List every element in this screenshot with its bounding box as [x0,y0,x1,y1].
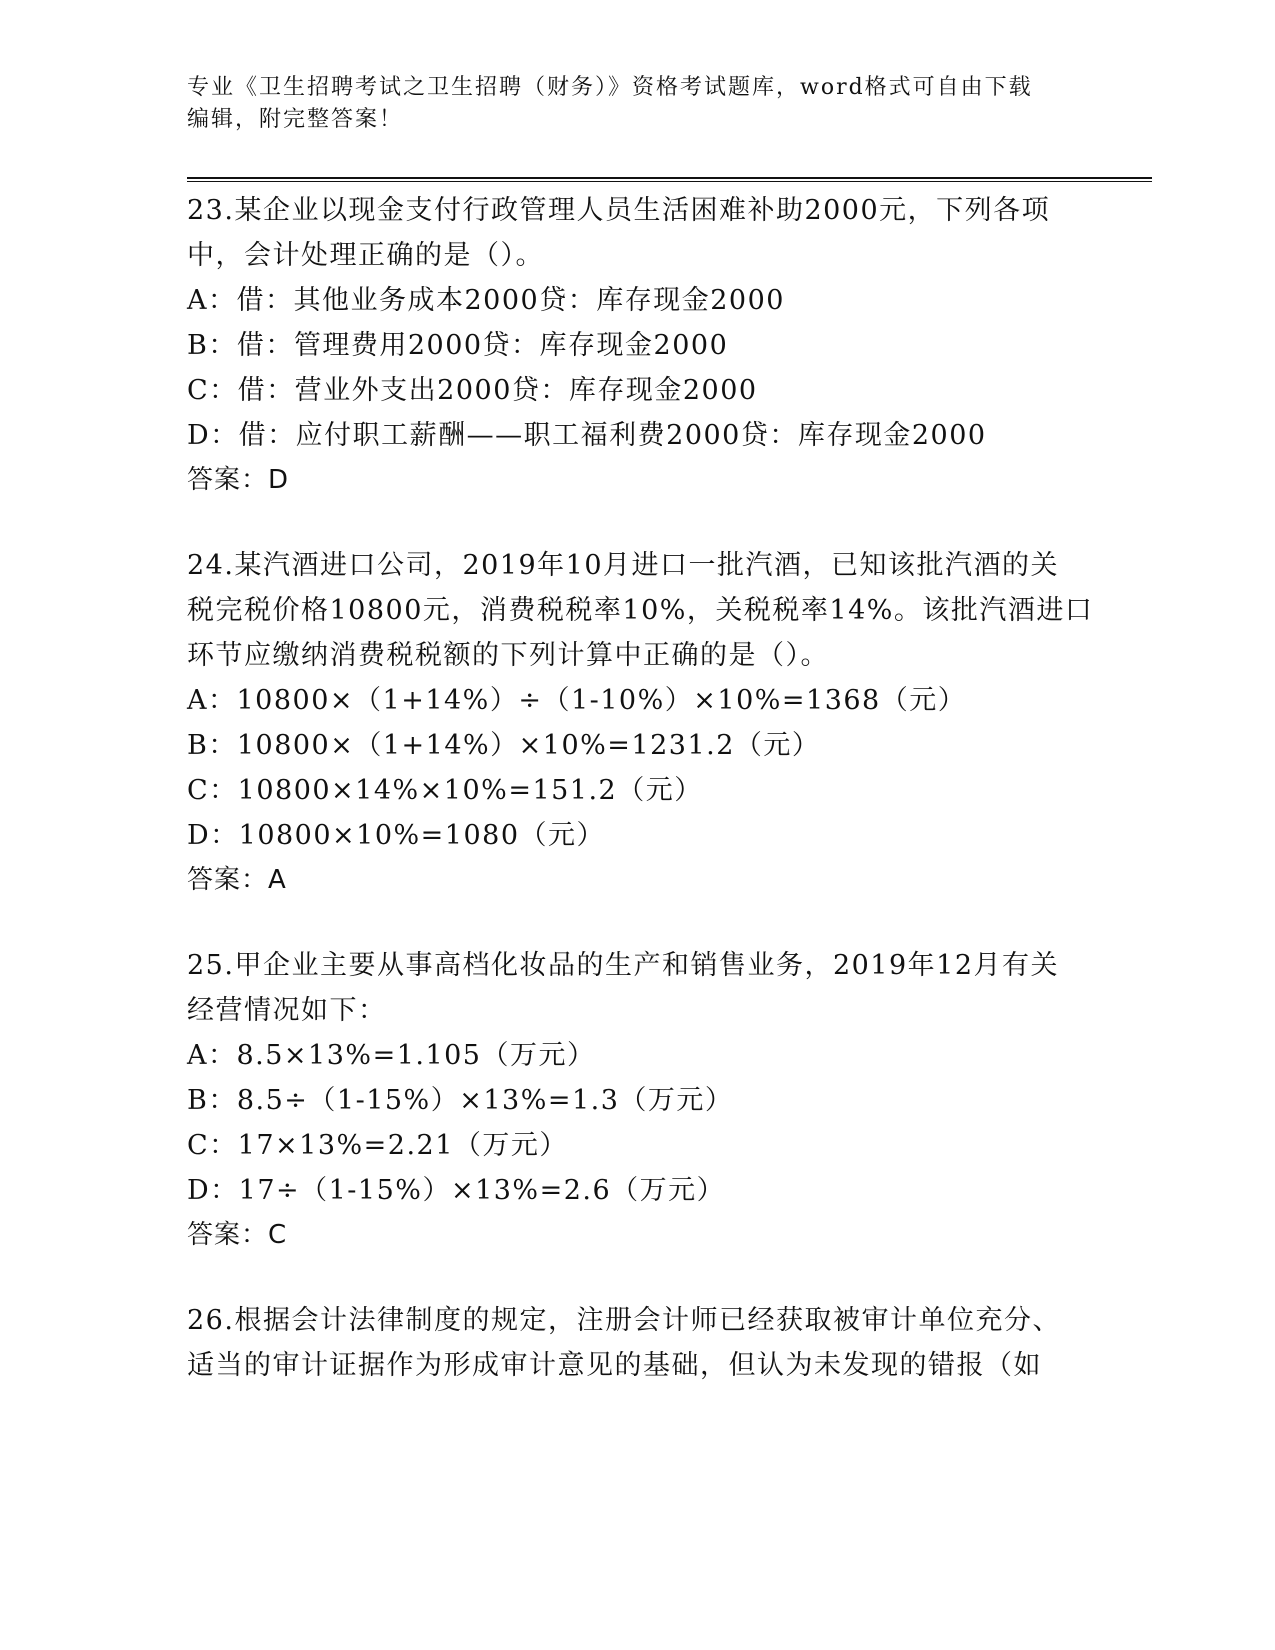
header-line-1: 专业《卫生招聘考试之卫生招聘（财务）》资格考试题库，word格式可自由下载 [187,75,1033,100]
question-stem-line: 26.根据会计法律制度的规定，注册会计师已经获取被审计单位充分、 [187,1305,1061,1336]
header-divider-thick [187,177,1152,179]
question-25 [187,943,1087,1258]
question-stem-line: 环节应缴纳消费税税额的下列计算中正确的是（）。 [187,640,829,671]
question-stem-line: 23.某企业以现金支付行政管理人员生活困难补助2000元，下列各项 [187,195,1051,226]
question-list [187,188,1094,1428]
option-c: C：借：营业外支出2000贷：库存现金2000 [187,375,758,406]
question-stem-line: 经营情况如下： [187,995,387,1026]
option-b: B：8.5÷（1-15%）×13%=1.3（万元） [187,1085,734,1116]
document-header [187,72,1067,136]
option-d: D：借：应付职工薪酬——职工福利费2000贷：库存现金2000 [187,420,987,451]
option-d: D：10800×10%=1080（元） [187,820,606,851]
option-c: C：10800×14%×10%=151.2（元） [187,775,703,806]
option-a: A：借：其他业务成本2000贷：库存现金2000 [187,285,785,316]
answer-line: 答案：C [187,1220,288,1250]
option-d: D：17÷（1-15%）×13%=2.6（万元） [187,1175,726,1206]
question-26 [187,1298,1087,1388]
answer-line: 答案：D [187,465,290,495]
option-a: A：10800×（1+14%）÷（1-10%）×10%=1368（元） [187,685,967,716]
option-a: A：8.5×13%=1.105（万元） [187,1040,596,1071]
question-stem-line: 适当的审计证据作为形成审计意见的基础，但认为未发现的错报（如 [187,1350,1042,1381]
answer-line: 答案：A [187,865,287,895]
question-stem-line: 25.甲企业主要从事高档化妆品的生产和销售业务，2019年12月有关 [187,950,1060,981]
question-23 [187,188,1087,503]
question-stem-line: 24.某汽酒进口公司，2019年10月进口一批汽酒，已知该批汽酒的关 [187,550,1060,581]
question-stem-line: 中，会计处理正确的是（）。 [187,240,544,271]
header-line-2: 编辑，附完整答案！ [187,107,404,132]
header-divider-thin [187,181,1152,182]
option-b: B：借：管理费用2000贷：库存现金2000 [187,330,729,361]
option-c: C：17×13%=2.21（万元） [187,1130,568,1161]
question-24 [187,543,1094,903]
question-stem-line: 税完税价格10800元，消费税税率10%，关税税率14%。该批汽酒进口 [187,595,1094,626]
option-b: B：10800×（1+14%）×10%=1231.2（元） [187,730,821,761]
